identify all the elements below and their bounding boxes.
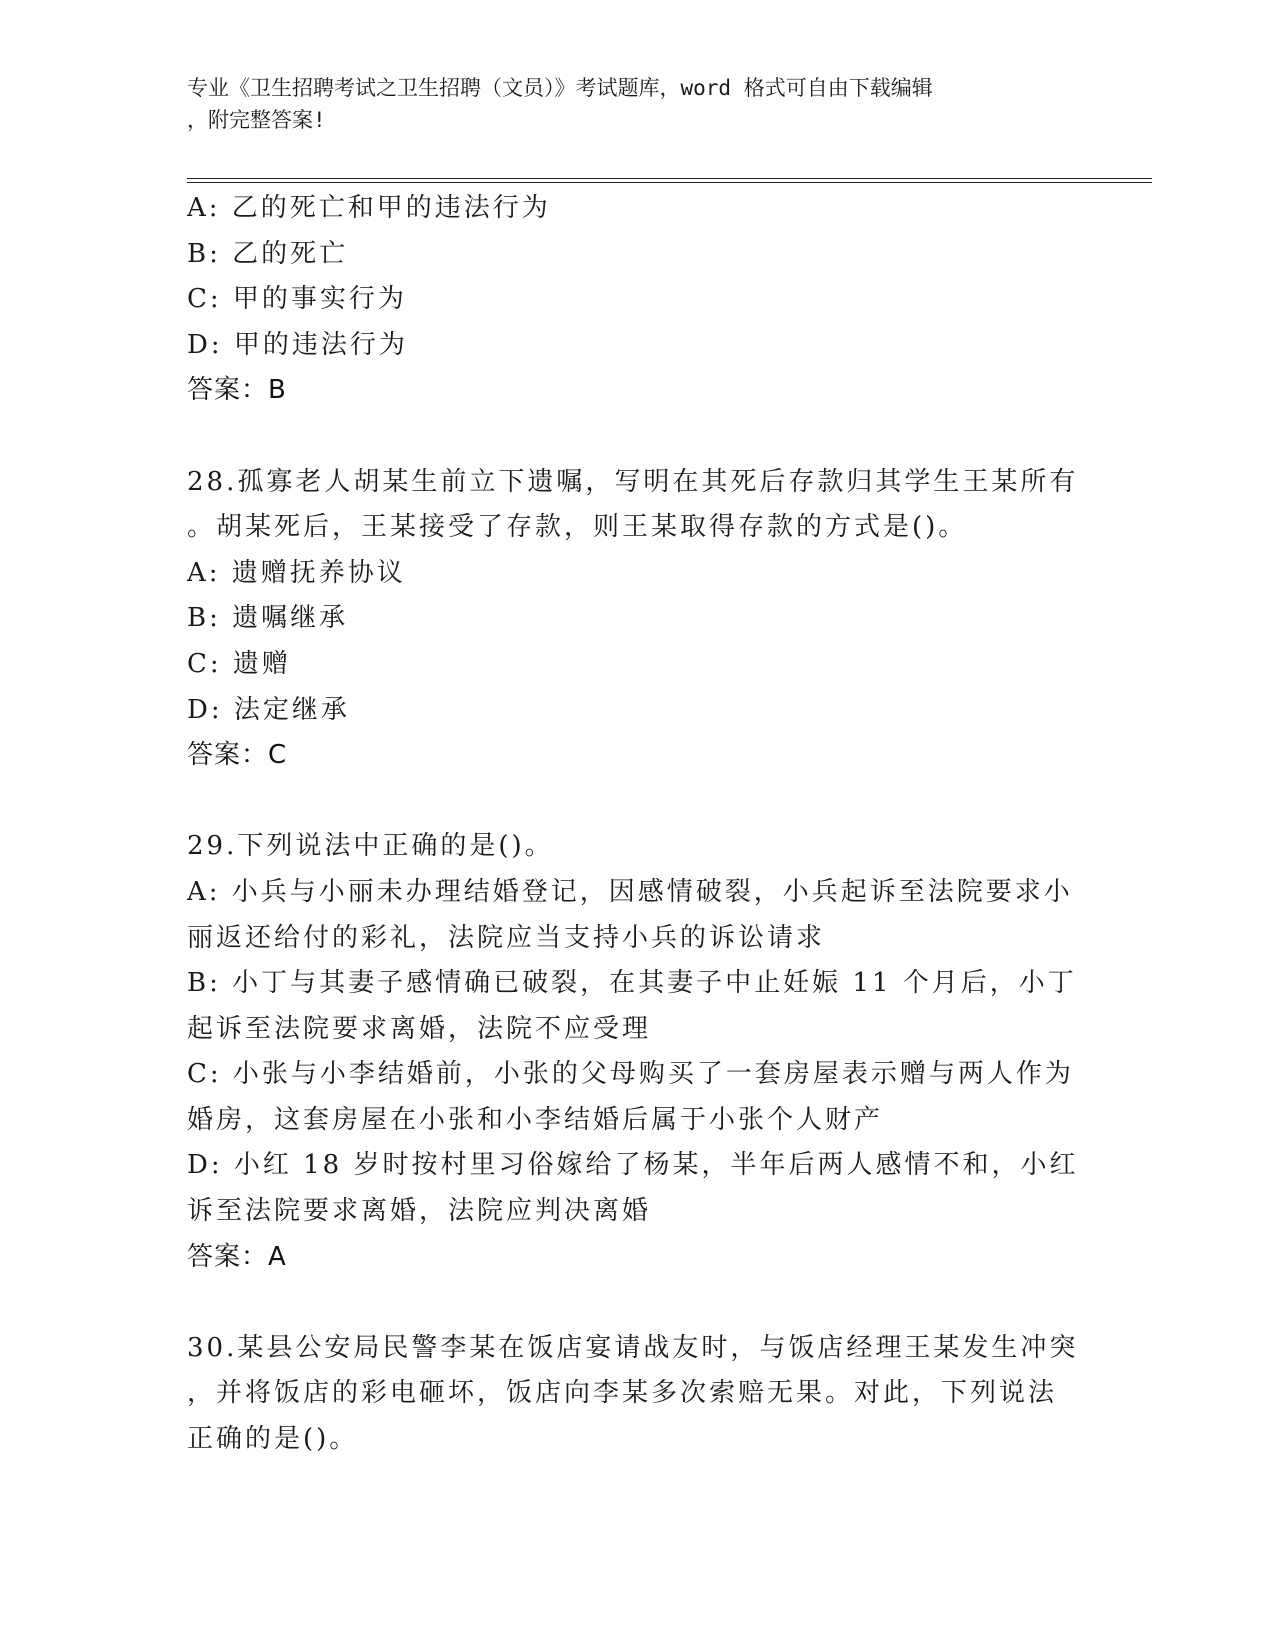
option-b: B: 乙的死亡 [187,238,349,269]
option-a: A: 遗赠抚养协议 [187,557,406,588]
question-27 [187,186,1087,414]
option-b: B: 遗嘱继承 [187,603,349,634]
question-stem-line: 。胡某死后，王某接受了存款，则王某取得存款的方式是()。 [187,512,968,543]
question-30 [187,1326,1087,1463]
question-content [187,186,1087,1463]
option-a-continued: 丽返还给付的彩礼，法院应当支持小兵的诉讼请求 [187,922,826,953]
option-d: D: 甲的违法行为 [187,329,408,360]
option-a: A: 小兵与小丽未办理结婚登记，因感情破裂，小兵起诉至法院要求小 [187,876,1073,907]
question-spacer [187,1280,1087,1326]
option-c: C: 甲的事实行为 [187,284,407,315]
option-b-continued: 起诉至法院要求离婚，法院不应受理 [187,1013,652,1044]
question-stem-line: 29.下列说法中正确的是()。 [187,831,554,862]
question-spacer [187,414,1087,460]
option-a: A: 乙的死亡和甲的违法行为 [187,193,551,223]
answer-label: 答案：B [187,375,287,406]
question-28 [187,460,1087,779]
answer-label: 答案：A [187,1241,287,1272]
question-stem-line: ，并将饭店的彩电砸坏，饭店向李某多次索赔无果。对此，下列说法 [187,1378,1058,1409]
header-divider-top [187,178,1152,179]
question-29 [187,824,1087,1280]
answer-label: 答案：C [187,740,288,771]
option-d: D: 小红 18 岁时按村里习俗嫁给了杨某，半年后两人感情不和，小红 [187,1150,1079,1181]
option-d: D: 法定继承 [187,694,350,725]
header-line-2: ，附完整答案! [187,108,326,132]
header-divider-bottom [187,182,1152,183]
question-stem-line: 正确的是()。 [187,1424,359,1455]
option-b: B: 小丁与其妻子感情确已破裂，在其妻子中止妊娠 11 个月后，小丁 [187,968,1077,999]
document-header [187,72,1067,136]
question-spacer [187,779,1087,825]
header-line-1: 专业《卫生招聘考试之卫生招聘（文员）》考试题库，word 格式可自由下载编辑 [187,76,933,100]
question-stem-line: 28.孤寡老人胡某生前立下遗嘱，写明在其死后存款归其学生王某所有 [187,466,1079,497]
option-c: C: 小张与小李结婚前，小张的父母购买了一套房屋表示赠与两人作为 [187,1059,1074,1090]
option-c-continued: 婚房，这套房屋在小张和小李结婚后属于小张个人财产 [187,1104,884,1135]
option-c: C: 遗赠 [187,648,291,679]
question-stem-line: 30.某县公安局民警李某在饭店宴请战友时，与饭店经理王某发生冲突 [187,1332,1079,1363]
option-d-continued: 诉至法院要求离婚，法院应判决离婚 [187,1196,652,1227]
